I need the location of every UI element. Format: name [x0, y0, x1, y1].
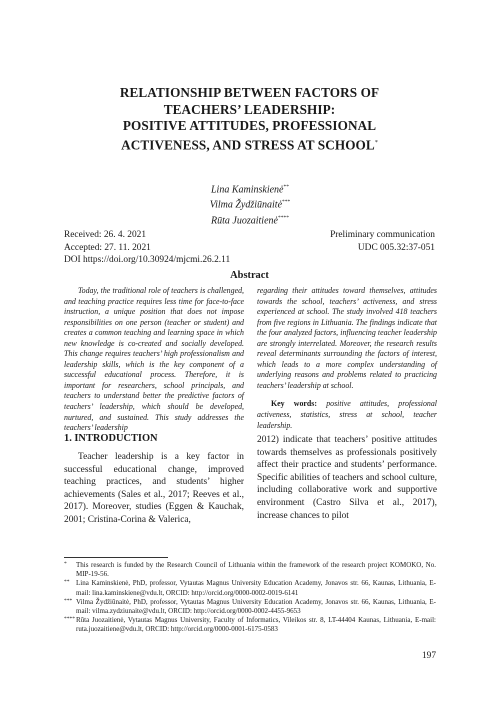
keywords-text: positive attitudes, professional activeness, statistics, stress at school, teacher leadership. — [257, 399, 437, 430]
abstract-paragraph: Today, the traditional role of teachers is challenged, and teaching practice requires less time for face-to-face instruction, a unique position that does not impose responsibilities on one person (teacher or student) and creates a common teaching and learning space in which new knowledge is co-created and socially developed. This change requires teachers’ high professionalism and leadership skills, which is the key component of a successful educational process. Therefore, it is important for researchers, school principals, and teachers to understand better the predictive factors of teachers’ leadership, which should be developed, nurtured, and sustained. This study addresses the teachers’ leadership — [64, 286, 244, 433]
body-paragraph: Teacher leadership is a key factor in successful educational change, improved teaching practices, and students’ higher achievements (Sales et al., 2017; Reeves et al., 2017). Moreover, studies (Eggen & Kauchak, 2001; Cristina-Corina & Valerica, — [64, 452, 244, 525]
article-title — [60, 85, 439, 153]
article-classification — [330, 229, 435, 254]
section-heading: 1. INTRODUCTION — [64, 433, 158, 444]
title-line: POSITIVE ATTITUDES, PROFESSIONAL — [122, 118, 377, 133]
footnote-divider — [64, 557, 168, 558]
article-type: Preliminary communication — [330, 230, 435, 240]
body-column-left — [64, 451, 244, 527]
accepted-date: Accepted: 27. 11. 2021 — [64, 242, 151, 253]
title-line: TEACHERS’ LEADERSHIP: — [163, 101, 336, 117]
received-date: Received: 26. 4. 2021 — [64, 230, 147, 240]
author-name: Vilma Žydžiūnaitė — [209, 199, 283, 211]
footnote-text: This research is funded by the Research Council of Lithuania within the framework of the research project KOMOKO, No. MIP-19-56. — [76, 561, 436, 579]
abstract-column-left — [64, 286, 244, 434]
page-number: 197 — [421, 651, 436, 661]
keywords-label: Key words: — [271, 399, 318, 409]
footnote-text: Vilma Žydžiūnaitė, PhD, professor, Vytautas Magnus University Education Academy, Jonavos str. 66, Kaunas, Lithuania, E-mail: vilma.zydziunaite@vdu.lt, ORCID: http://orcid.org/0000-0002-4455-9653 — [76, 597, 436, 616]
body-paragraph: 2012) indicate that teachers’ positive attitudes towards themselves as professionals positively affect their practice and students’ performance. Specific abilities of teachers and school culture, including collaborative work and supportive environment (Castro Silva et al., 2017), increase chances to pilot — [257, 435, 437, 521]
author-footnote-mark: **** — [277, 214, 289, 221]
doi-link[interactable]: DOI https://doi.org/10.30924/mjcmi.26.2.11 — [64, 255, 231, 265]
footnote-text: Rūta Juozaitienė, Vytautas Magnus University, Faculty of Informatics, Vileikos str. 8, LT-44404 Kaunas, Lithuania, E-mail: ruta.juozaitiene@vdu.lt, ORCID: http://orcid.org/0000-0001-6175-0583 — [76, 616, 436, 634]
title-line-text: ACTIVENESS, AND STRESS AT SCHOOL — [121, 136, 375, 152]
footnote-text: Lina Kaminskienė, PhD, professor, Vytautas Magnus University Education Academy, Jonavos str. 66, Kaunas, Lithuania, E-mail: lina.kaminskiene@vdu.lt, ORCID: http://orcid.org/0000-0002-0019-6141 — [76, 579, 436, 597]
body-column-right — [257, 434, 437, 522]
author-footnote-mark: ** — [283, 184, 289, 190]
footnote-mark: ** — [64, 579, 70, 586]
footnote — [64, 616, 436, 634]
article-dates — [64, 229, 230, 267]
udc-code: UDC 005.32:37-051 — [357, 242, 435, 253]
author-footnote-mark: *** — [282, 199, 291, 206]
abstract-paragraph: regarding their attitudes toward themselves, attitudes towards the school, teachers’ activeness, and stress experienced at school. The study involved 418 teachers from five regions in Lithuania. The findings indicate that the four analyzed factors, influencing teacher leadership are strongly interrelated. Moreover, the research results reveal determinants surrounding the factors of interest, which leads to a more complex understanding of underlying reasons and problems related to practicing teachers’ leadership at school. — [257, 286, 437, 390]
abstract-heading: Abstract — [230, 270, 269, 281]
title-line — [60, 135, 439, 154]
title-line: RELATIONSHIP BETWEEN FACTORS OF — [119, 85, 380, 100]
author — [150, 181, 350, 196]
footnote-mark: **** — [64, 616, 75, 623]
footnote-mark: *** — [64, 597, 73, 604]
footnote — [64, 561, 436, 579]
abstract-column-right — [257, 286, 437, 431]
title-footnote-mark: * — [374, 139, 378, 146]
footnote — [64, 598, 436, 616]
footnotes — [64, 561, 436, 635]
keywords — [257, 399, 437, 431]
author — [150, 212, 350, 227]
author — [150, 196, 350, 211]
author-name: Rūta Juozaitienė — [211, 214, 278, 226]
author-name: Lina Kaminskienė — [211, 184, 284, 196]
footnote-mark: * — [64, 561, 67, 567]
footnote — [64, 579, 436, 597]
author-list — [150, 181, 350, 227]
